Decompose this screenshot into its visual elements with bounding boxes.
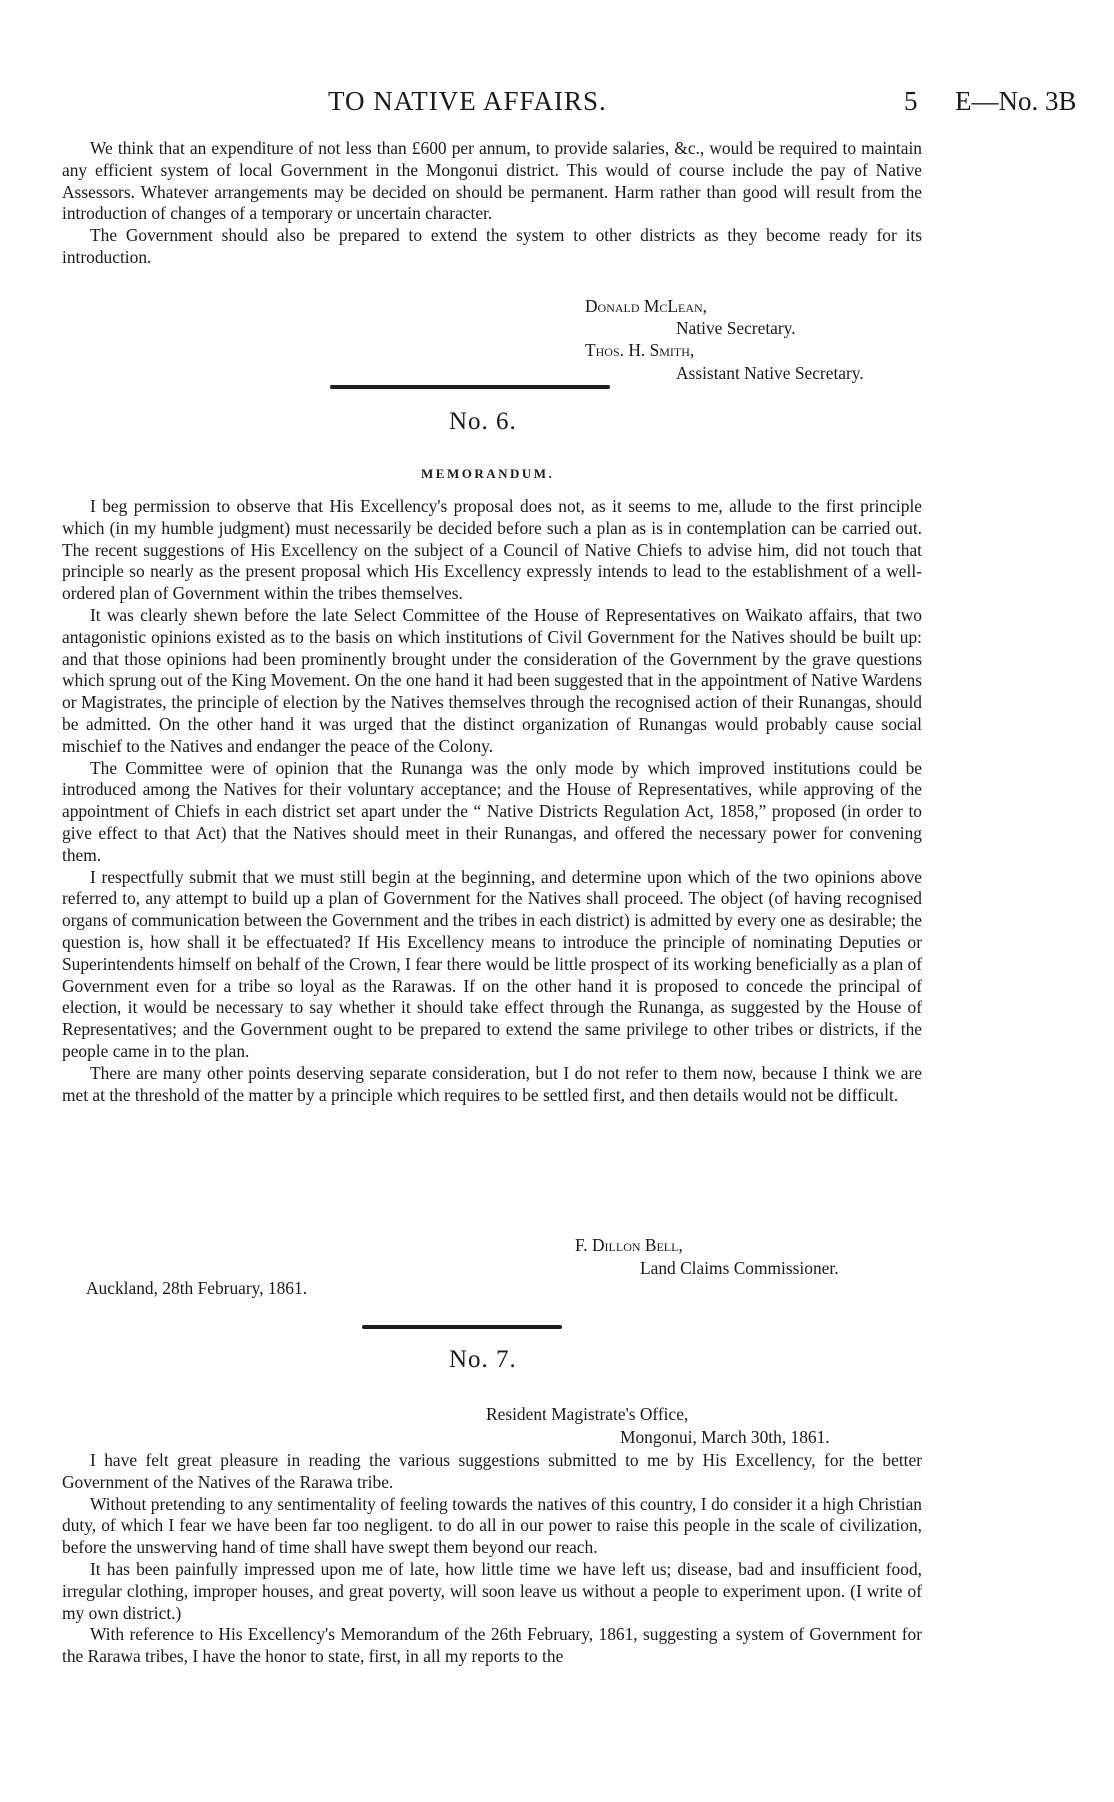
paragraph: I have felt great pleasure in reading the various suggestions submitted to me by His Excellency, for the better Government of the Natives of the Rarawa tribe. — [62, 1450, 922, 1492]
signatory-name: Thos. H. Smith, — [585, 340, 695, 360]
paragraph: It has been painfully impressed upon me of late, how little time we have left us; disease, bad and insufficient food, irregular clothing, improper houses, and great poverty, will soon leave us without a people to experiment upon. (I write of my own district.) — [62, 1558, 922, 1623]
paragraph: I respectfully submit that we must still begin at the beginning, and determine upon which of the two opinions above referred to, any attempt to build up a plan of Government for the Natives shall proceed. The object (of having recognised organs of communication between the Government and the tribes in each district) is admitted by every one as desirable; the question is, how shall it be effectuated? If His Excellency means to introduce the principle of nominating Deputies or Superintendents himself on behalf of the Crown, I fear there would be little prospect of its working beneficially as a plan of Government even for a tribe so loyal as the Rarawas. If on the other hand it is proposed to concede the principal of election, it would be necessary to say whether it should take effect through the Runanga, as suggested by the House of Representatives; and the Government ought to be prepared to extend the same privilege to other tribes or districts, if the people came in to the plan. — [62, 866, 922, 1061]
paragraph: With reference to His Excellency's Memorandum of the 26th February, 1861, suggesting a system of Government for the Rarawa tribes, I have the honor to state, first, in all my reports to the — [62, 1624, 922, 1667]
signatory-title: Land Claims Commissioner. — [640, 1258, 839, 1278]
running-title: TO NATIVE AFFAIRS. — [328, 86, 607, 116]
place-date: Auckland, 28th February, 1861. — [86, 1278, 308, 1298]
paragraph: The Government should also be prepared to extend the system to other districts as they become ready for its introduction. — [62, 225, 922, 267]
section-caption: MEMORANDUM. — [421, 466, 555, 481]
section7-body — [62, 1450, 922, 1668]
paragraph: Without pretending to any sentimentality of feeling towards the natives of this country, I do consider it a high Christian duty, of which I fear we have been far too negligent. to do all in our power to raise this people in the scale of civilization, before the unswerving hand of time shall have swept them beyond our reach. — [62, 1493, 922, 1558]
paragraph: The Committee were of opinion that the Runanga was the only mode by which improved institutions could be introduced among the Natives for their voluntary acceptance; and the House of Representatives, while approving of the appointment of Chiefs in each district set apart under the “ Native Districts Regulation Act, 1858,” proposed (in order to give effect to that Act) that the Natives should meet in their Runangas, and offered the necessary power for convening them. — [62, 757, 922, 865]
signatory-title: Native Secretary. — [676, 318, 796, 338]
document-reference: E—No. 3B — [955, 86, 1077, 116]
paragraph: There are many other points deserving separate consideration, but I do not refer to them now, because I think we are met at the threshold of the matter by a principle which requires to be settled first, and then details would not be difficult. — [62, 1062, 922, 1105]
paragraph: It was clearly shewn before the late Select Committee of the House of Representatives on Waikato affairs, that two antagonistic opinions existed as to the basis on which institutions of Civil Government for the Natives should be built up: and that those opinions had been prominently brought under the consideration of the Government by the grave questions which sprung out of the King Movement. On the one hand it had been suggested that in the appointment of Native Wardens or Magistrates, the principle of election by the Natives themselves through the recognised action of their Runangas, should be admitted. On the other hand it was urged that the distinct organization of Runangas would probably cause social mischief to the Natives and endanger the peace of the Colony. — [62, 604, 922, 756]
section6-body — [62, 496, 922, 1106]
signatory-name: F. Dillon Bell, — [575, 1235, 683, 1255]
place-date: Mongonui, March 30th, 1861. — [620, 1427, 830, 1447]
paragraph: We think that an expenditure of not less than £600 per annum, to provide salaries, &c., would be required to maintain any efficient system of local Government in the Mongonui district. This would of course include the pay of Native Assessors. Whatever arrangements may be decided on should be permanent. Harm rather than good will result from the introduction of changes of a temporary or uncertain character. — [62, 138, 922, 224]
section-number: No. 6. — [449, 408, 517, 435]
page-header — [0, 86, 1114, 126]
section-divider — [362, 1325, 562, 1329]
paragraph: I beg permission to observe that His Excellency's proposal does not, as it seems to me, allude to the first principle which (in my humble judgment) must necessarily be decided before such a plan as is in contemplation can be carried out. The recent suggestions of His Excellency on the subject of a Council of Native Chiefs to advise him, did not touch that principle so nearly as the present proposal which His Excellency expressly intends to lead to the establishment of a well-ordered plan of Government within the tribes themselves. — [62, 496, 922, 604]
office-heading: Resident Magistrate's Office, — [486, 1404, 689, 1424]
section5-body — [62, 138, 922, 269]
section-divider — [330, 385, 610, 389]
signatory-name: Donald McLean, — [585, 296, 708, 316]
page-number: 5 — [904, 86, 918, 116]
section-number: No. 7. — [449, 1346, 517, 1373]
signatory-title: Assistant Native Secretary. — [676, 363, 864, 383]
